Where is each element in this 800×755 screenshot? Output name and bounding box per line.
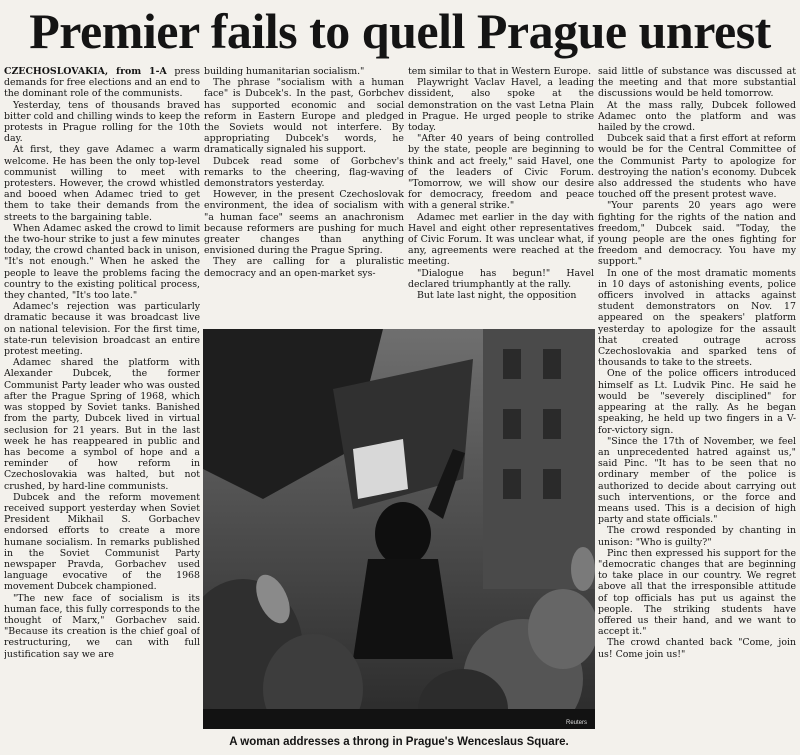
paragraph: Pinc then expressed his support for the "democratic changes that are beginning to take place in our country. We regret above all that the irresponsible attitude of top officials has put us against the people. The striking students have offered us their hand, and we want to accept it." [598, 547, 796, 638]
article-column-1 [4, 66, 200, 754]
paragraph: "Dialogue has begun!" Havel declared triumphantly at the rally. [408, 267, 594, 290]
dateline: CZECHOSLOVAKIA, from 1-A [4, 66, 167, 77]
paragraph: Playwright Vaclav Havel, a leading dissident, also spoke at the demonstration on the vast Letna Plain in Prague. He urged people to strike today. [408, 77, 594, 134]
paragraph: press demands for free elections and an end to the dominant role of the communists. [4, 66, 200, 100]
paragraph: Adamec met earlier in the day with Havel and eight other representatives of Civic Forum. It was unclear what, if any, agreements were reached at the meeting. [408, 211, 594, 268]
paragraph: tem similar to that in Western Europe. [408, 66, 592, 77]
paragraph: Yesterday, tens of thousands braved bitter cold and chilling winds to keep the protests in Prague rolling for the 10th day. [4, 99, 200, 145]
paragraph: In one of the most dramatic moments in 10 days of astonishing events, police officers involved in attacks against student demonstrators on Nov. 17 appeared on the speakers' platform yesterday to apologize for the assault that created outrage across Czechoslovakia and sparked tens of thousands to take to the streets. [598, 267, 796, 369]
headline: Premier fails to quell Prague unrest [29, 3, 771, 59]
paragraph: "After 40 years of being controlled by the state, people are beginning to think and act freely," said Havel, one of the leaders of Civic Forum. "Tomorrow, we will show our desire for democracy, freedom and peace with a general strike." [408, 133, 594, 212]
paragraph: "Since the 17th of November, we feel an unprecedented hatred against us," said Pinc. "It has to be seen that no ordinary member of the police is authorized to decide about carrying out such interventions, or the force and means used. This is a decision of high party and state officials." [598, 435, 796, 526]
paragraph: When Adamec asked the crowd to limit the two-hour strike to just a few minutes today, the crowd chanted back in unison, "It's not enough." When he asked the people to leave the problems facing the country to the existing political process, they chanted, "It's too late." [4, 222, 200, 302]
paragraph: The phrase "socialism with a human face" is Dubcek's. In the past, Gorbchev has supported economic and social reform in Eastern Europe and pledged the Soviets would not interfere. By appropriating Dubcek's words, he dramatically signaled his support. [204, 77, 404, 156]
dateline-paragraph [4, 66, 200, 100]
paragraph: said little of substance was discussed at the meeting and that more substantial discussions would be held tomorrow. [598, 66, 796, 100]
paragraph: The crowd responded by chanting in unison: "Who is guilty?" [598, 525, 796, 548]
paragraph: "Your parents 20 years ago were fighting for the rights of the nation and freedom," Dubcek said. "Today, the young people are the ones fighting for freedom and democracy. You have my support." [598, 200, 796, 268]
paragraph: building humanitarian socialism." [204, 66, 365, 77]
paragraph: But late last night, the opposition [417, 290, 577, 302]
paragraph: Dubcek said that a first effort at reform would be for the Central Committee of the Communist Party to apologize for destroying the nation's economy. Dubcek also addressed the students who have touched off the present protest wave. [598, 133, 796, 201]
article-column-4 [598, 66, 796, 754]
paragraph: Adamec's rejection was particularly dramatic because it was broadcast live on national television. For the first time, state-run television broadcast an entire protest meeting. [4, 301, 200, 358]
photo-credit: Reuters [565, 720, 587, 726]
paragraph: Dubcek read some of Gorbchev's remarks to the cheering, flag-waving demonstrators yesterday. [204, 155, 404, 190]
article-column-2 [204, 66, 404, 328]
photo-scene [203, 329, 595, 729]
paragraph: The crowd chanted back "Come, join us! Come join us!" [598, 637, 796, 660]
news-photo [203, 329, 595, 729]
paragraph: Adamec shared the platform with Alexander Dubcek, the former Communist Party leader who was ousted after the Prague Spring of 1968, which was stopped by Soviet tanks. Banished from the party, Dubcek lived in virtual seclusion for 21 years. But in the last week he has reappeared in public and has become a symbol of hope and a reminder of how reform in Czechoslovakia was halted, but not crushed, by hard-line communists. [4, 357, 200, 492]
paragraph: Dubcek and the reform movement received support yesterday when Soviet President Mikhail S. Gorbachev endorsed efforts to create a more humane socialism. In remarks published in the Soviet Communist Party newspaper Pravda, Gorbachev used language evocative of the 1968 movement Dubcek championed. [4, 491, 200, 593]
article-column-3 [408, 66, 594, 328]
paragraph: One of the police officers introduced himself as Lt. Ludvik Pinc. He said he would be "severely disciplined" for appearing at the rally. As he began speaking, he held up two fingers in a V-for-victory sign. [598, 368, 796, 436]
photo-caption: A woman addresses a throng in Prague's Wenceslaus Square. [229, 736, 569, 748]
paragraph: At first, they gave Adamec a warm welcome. He has been the only top-level communist willing to meet with protesters. However, the crowd whistled and booed when Adamec tried to get them to take their demands from the streets to the bargaining table. [4, 144, 200, 223]
paragraph: "The new face of socialism is its human face, this fully corresponds to the thought of Marx," Gorbachev said. "Because its creation is the chief goal of restructuring, we can with full justification say we are [4, 592, 200, 660]
paragraph: At the mass rally, Dubcek followed Adamec onto the platform and was hailed by the crowd. [598, 99, 796, 134]
paragraph: However, in the present Czechoslovak environment, the idea of socialism with "a human face" seems an anachronism because reformers are pushing for much greater changes than anything envisioned during the Prague Spring. [204, 189, 404, 257]
paragraph: They are calling for a pluralistic democracy and an open-market sys- [204, 256, 404, 279]
